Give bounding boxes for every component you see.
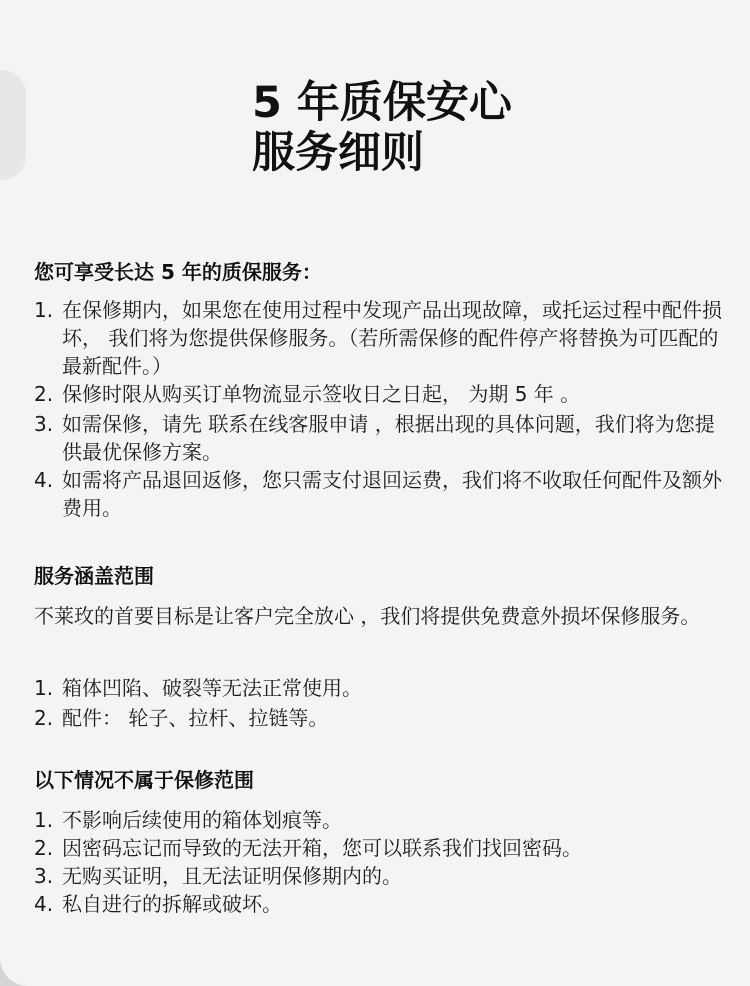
list-item: [34, 410, 724, 466]
list-number: 2.: [34, 836, 54, 860]
list-number: 1.: [34, 298, 54, 322]
list-text: 如需保修，请先 联系在线客服申请 ，根据出现的具体问题，我们将为您提供最优保修方案。: [62, 412, 715, 464]
list-text: 无购买证明，且无法证明保修期内的。: [62, 864, 402, 888]
title-line-1: 5 年质保安心: [252, 78, 512, 128]
list-number: 4.: [34, 468, 54, 492]
decorative-notch: [0, 70, 26, 180]
coverage-intro: 不莱玫的首要目标是让客户完全放心 ，我们将提供免费意外损坏保修服务。: [34, 604, 701, 628]
list-text: 因密码忘记而导致的无法开箱，您可以联系我们找回密码。: [62, 836, 582, 860]
list-number: 2.: [34, 706, 54, 730]
list-item: [34, 380, 724, 408]
list-item: [34, 806, 724, 834]
list-number: 4.: [34, 892, 54, 916]
list-item: [34, 704, 724, 732]
list-number: 1.: [34, 676, 54, 700]
list-item: [34, 674, 724, 702]
list-number: 3.: [34, 412, 54, 436]
section-heading-coverage: 服务涵盖范围: [34, 564, 154, 588]
section-heading-warranty: 您可享受长达 5 年的质保服务：: [34, 260, 322, 284]
list-text: 配件： 轮子、拉杆、拉链等。: [62, 706, 329, 730]
list-item: [34, 466, 724, 522]
list-number: 1.: [34, 808, 54, 832]
list-text: 箱体凹陷、破裂等无法正常使用。: [62, 676, 362, 700]
list-text: 不影响后续使用的箱体划痕等。: [62, 808, 342, 832]
page-title: [252, 78, 512, 178]
list-item: [34, 862, 724, 890]
list-text: 私自进行的拆解或破坏。: [62, 892, 282, 916]
list-number: 2.: [34, 382, 54, 406]
list-item: [34, 296, 724, 380]
section-heading-exclusions: 以下情况不属于保修范围: [34, 768, 254, 792]
list-item: [34, 834, 724, 862]
list-text: 保修时限从购买订单物流显示签收日之日起， 为期 5 年 。: [62, 382, 581, 406]
title-line-2: 服务细则: [252, 128, 424, 178]
list-text: 如需将产品退回返修，您只需支付退回运费，我们将不收取任何配件及额外费用。: [62, 468, 722, 520]
list-item: [34, 890, 724, 918]
list-text: 在保修期内，如果您在使用过程中发现产品出现故障，或托运过程中配件损坏， 我们将为您提供保修服务。（若所需保修的配件停产将替换为可匹配的最新配件。）: [62, 298, 722, 378]
list-number: 3.: [34, 864, 54, 888]
